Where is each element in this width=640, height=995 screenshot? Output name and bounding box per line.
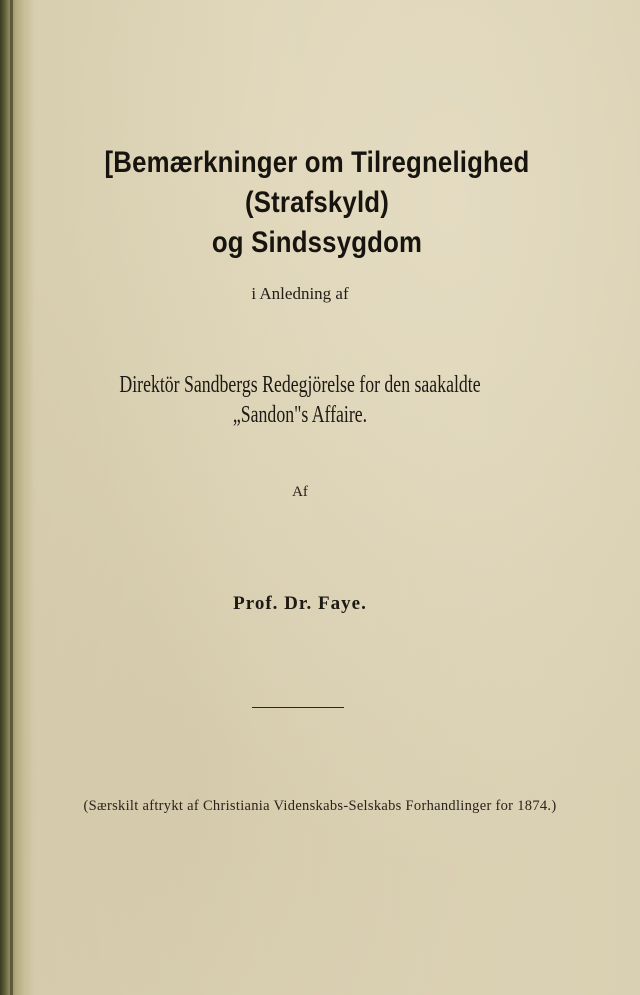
author-name: Prof. Dr. Faye. [233, 593, 367, 614]
subtitle: i Anledning af [251, 284, 349, 303]
title-line-2: og Sindssygdom [211, 226, 423, 259]
publication-note: (Særskilt aftrykt af Christiania Videnskabs-Selskabs Forhandlinger for 1874.) [83, 798, 557, 814]
byline: Af [292, 484, 308, 500]
title-line-1: [Bemærkninger om Tilregnelighed (Strafskyld) [104, 146, 530, 219]
divider-rule [252, 707, 344, 708]
occasion-line: Direktör Sandbergs Redegjörelse for den saakaldte „Sandon"s Affaire. [119, 372, 481, 428]
document-title [63, 143, 570, 263]
